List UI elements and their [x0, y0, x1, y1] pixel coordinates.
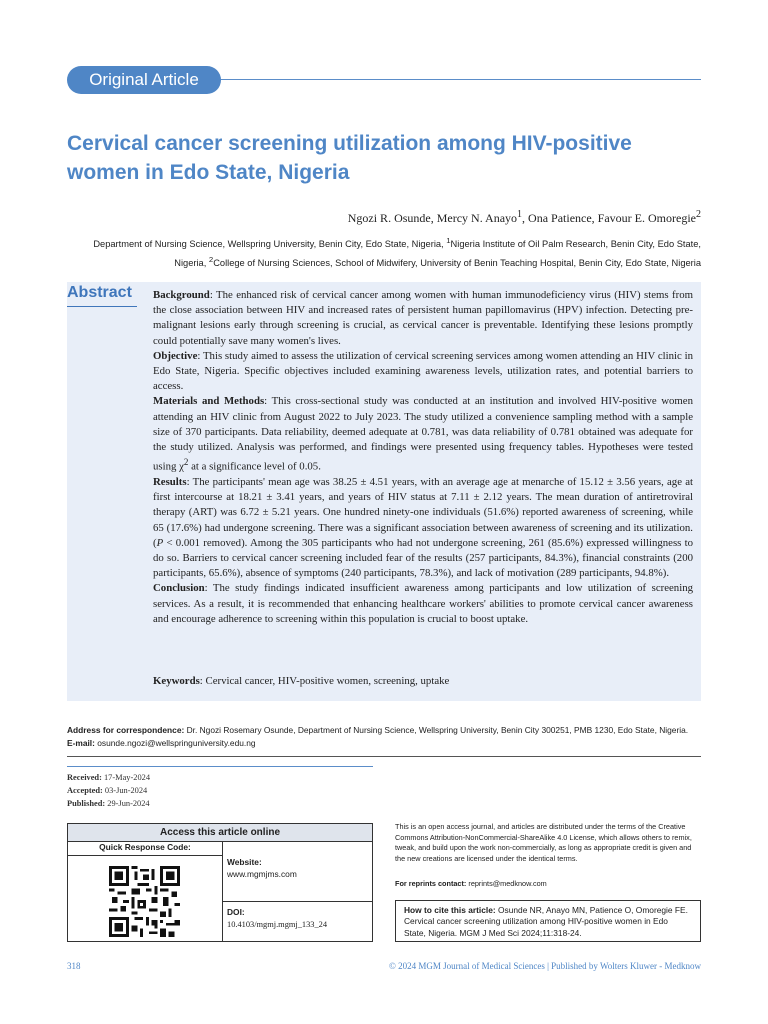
- published-date: [67, 797, 150, 810]
- page-number: 318: [67, 961, 81, 971]
- authors-part-1: Ngozi R. Osunde, Mercy N. Anayo: [347, 211, 518, 225]
- accepted-value: 03-Jun-2024: [102, 786, 148, 795]
- authors-part-2: , Ona Patience, Favour E. Omoregie: [522, 211, 696, 225]
- abstract-conclusion: [153, 581, 693, 627]
- objective-label: Objective: [153, 349, 198, 362]
- accepted-date: [67, 784, 150, 797]
- received-date: [67, 771, 150, 784]
- methods-sup: 2: [183, 457, 189, 468]
- objective-text: : This study aimed to assess the utilization of cervical screening services among women attending an HIV clinic in Edo State, Nigeria. Specific objectives included examining awareness levels, utilization rates, and potential barriers to access.: [153, 349, 693, 393]
- cite-label: How to cite this article:: [404, 905, 496, 915]
- affiliation-a: Department of Nursing Science, Wellspring University, Benin City, Edo State, Nigeria,: [93, 239, 447, 250]
- affiliation-sup-1: 1: [446, 236, 451, 245]
- keywords-text: : Cervical cancer, HIV-positive women, screening, uptake: [199, 675, 450, 687]
- affiliation-sup-2: 2: [208, 255, 214, 265]
- methods-text-a: : This cross-sectional study was conducted at an institution and involved HIV-positive women attending an HIV clinic from August 2022 to July 2023. The study utilized a convenience sampling method with a sample size of 370 participants. Data reliability, deemed adequate at 0.781, was data reliability of 0.781 obtained was adequate for the study utilized. Analysis was performed, and findings were presented using frequency tables. Hypotheses were tested using χ: [153, 395, 693, 473]
- correspondence-email: [67, 737, 701, 750]
- keywords-label: Keywords: [153, 675, 200, 687]
- conclusion-label: Conclusion: [153, 582, 205, 595]
- website-label: Website:: [227, 857, 262, 867]
- results-label: Results: [153, 476, 187, 489]
- results-p-value: P: [156, 536, 164, 549]
- correspondence-address: [67, 724, 701, 737]
- abstract-heading: Abstract: [67, 284, 132, 301]
- correspondence-rule: [67, 756, 701, 757]
- header-rule: [217, 79, 701, 80]
- accepted-label: Accepted:: [67, 786, 103, 795]
- authors-sup-2: 2: [696, 209, 701, 220]
- doi-link[interactable]: 10.4103/mgmj.mgmj_133_24: [227, 920, 328, 929]
- website-link[interactable]: www.mgmjms.com: [227, 869, 297, 879]
- article-type-badge: Original Article: [67, 66, 221, 94]
- published-label: Published:: [67, 799, 106, 808]
- article-type-header: [67, 66, 701, 94]
- email-address[interactable]: osunde.ngozi@wellspringuniversity.edu.ng: [94, 738, 256, 748]
- email-label: E-mail:: [67, 738, 95, 748]
- correspondence: [67, 724, 701, 750]
- received-value: 17-May-2024: [101, 773, 151, 782]
- reprints-label: For reprints contact:: [395, 879, 467, 888]
- conclusion-text: : The study findings indicated insufficient awareness among participants and low utilization of screening services. As a result, it is recommended that enhancing healthcare workers' abilities to promote cervical cancer awareness and encourage adherence to screening within this population is crucial to boost uptake.: [153, 582, 693, 625]
- abstract-background: [153, 288, 693, 349]
- affiliation-b: Nigeria Institute of Oil Palm Research, Benin City, Edo State, Nigeria,: [174, 239, 701, 269]
- affiliations: [67, 233, 701, 271]
- dates-rule: [67, 766, 373, 767]
- abstract-methods: [153, 394, 693, 475]
- correspondence-text: Dr. Ngozi Rosemary Osunde, Department of Nursing Science, Wellspring University, Benin City 300251, PMB 1230, Edo State, Nigeria.: [184, 725, 689, 735]
- access-heading: Access this article online: [68, 824, 372, 842]
- results-text-a: : The participants' mean age was 38.25 ± 4.51 years, with an average age at menarche of 15.12 ± 3.56 years, age at first intercourse at 18.21 ± 3.41 years, and years of HIV status at 7.11 ± 2.12 years. The mean duration of antiretroviral therapy (ART) was 6.72 ± 5.21 years. One hundred ninety-one individuals (51.6%) reported awareness of screening, while 65 (17.6%) had undergone screening. There was a significant association between awareness of screening and its utilization. (: [153, 476, 693, 549]
- abstract-objective: [153, 349, 693, 395]
- published-value: 29-Jun-2024: [105, 799, 150, 808]
- reprints-contact: [395, 879, 547, 888]
- access-article-box: [67, 823, 373, 942]
- authors-sup-1: 1: [517, 209, 523, 220]
- correspondence-label: Address for correspondence:: [67, 725, 185, 735]
- background-text: : The enhanced risk of cervical cancer among women with human immunodeficiency virus (HIV) stems from the close association between HIV and increased rates of persistent human papillomavirus (HPV) infection. Detecting pre-malignant lesions early through screening is crucial, as cervical cancer is preventable. Identifying these lesions promptly could potentially save many women's lives.: [153, 289, 693, 347]
- abstract-section: [67, 282, 701, 701]
- received-label: Received:: [67, 773, 102, 782]
- article-dates: [67, 771, 150, 810]
- access-column-divider: [222, 841, 223, 941]
- author-list: [348, 209, 701, 226]
- article-title: Cervical cancer screening utilization among HIV-positive women in Edo State, Nigeria: [67, 132, 632, 184]
- methods-text-b: at a significance level of 0.05.: [188, 460, 321, 473]
- abstract-body: [153, 288, 693, 627]
- journal-footer: © 2024 MGM Journal of Medical Sciences | Published by Wolters Kluwer - Medknow: [389, 961, 701, 971]
- results-text-b: < 0.001 removed). Among the 305 participants who had not undergone screening, 261 (85.6%) expressed willingness to do so. Barriers to cervical cancer screening included fear of the results (257 participants, 84.3%), financial constraints (200 participants, 65.6%), absence of symptoms (240 participants, 78.3%), and lack of motivation (289 participants, 94.8%).: [153, 536, 693, 580]
- qr-divider: [68, 855, 222, 856]
- affiliation-c: College of Nursing Sciences, School of Midwifery, University of Benin Teaching Hospital, Benin City, Edo State, Nigeria: [213, 258, 701, 269]
- citation-box: [395, 900, 701, 942]
- doi-divider: [222, 901, 372, 902]
- methods-label: Materials and Methods: [153, 395, 265, 408]
- keywords: [153, 675, 693, 687]
- abstract-results: [153, 475, 693, 581]
- background-label: Background: [153, 289, 210, 301]
- qr-code-icon[interactable]: [109, 866, 180, 937]
- reprints-email[interactable]: reprints@medknow.com: [466, 879, 547, 888]
- license-notice: This is an open access journal, and articles are distributed under the terms of the Creative Commons Attribution-NonCommercial-ShareAlike 4.0 License, which allows others to remix, tweak, and build upon the work non-commercially, as long as appropriate credit is given and the new creations are licensed under the identical terms.: [395, 822, 692, 863]
- qr-label: Quick Response Code:: [99, 842, 191, 852]
- doi-label: DOI:: [227, 907, 245, 917]
- cite-text: Osunde NR, Anayo MN, Patience O, Omoregie FE. Cervical cancer screening utilization among HIV-positive women in Edo State, Nigeria. MGM J Med Sci 2024;11:318-24.: [404, 905, 688, 938]
- abstract-heading-rule: [67, 306, 137, 307]
